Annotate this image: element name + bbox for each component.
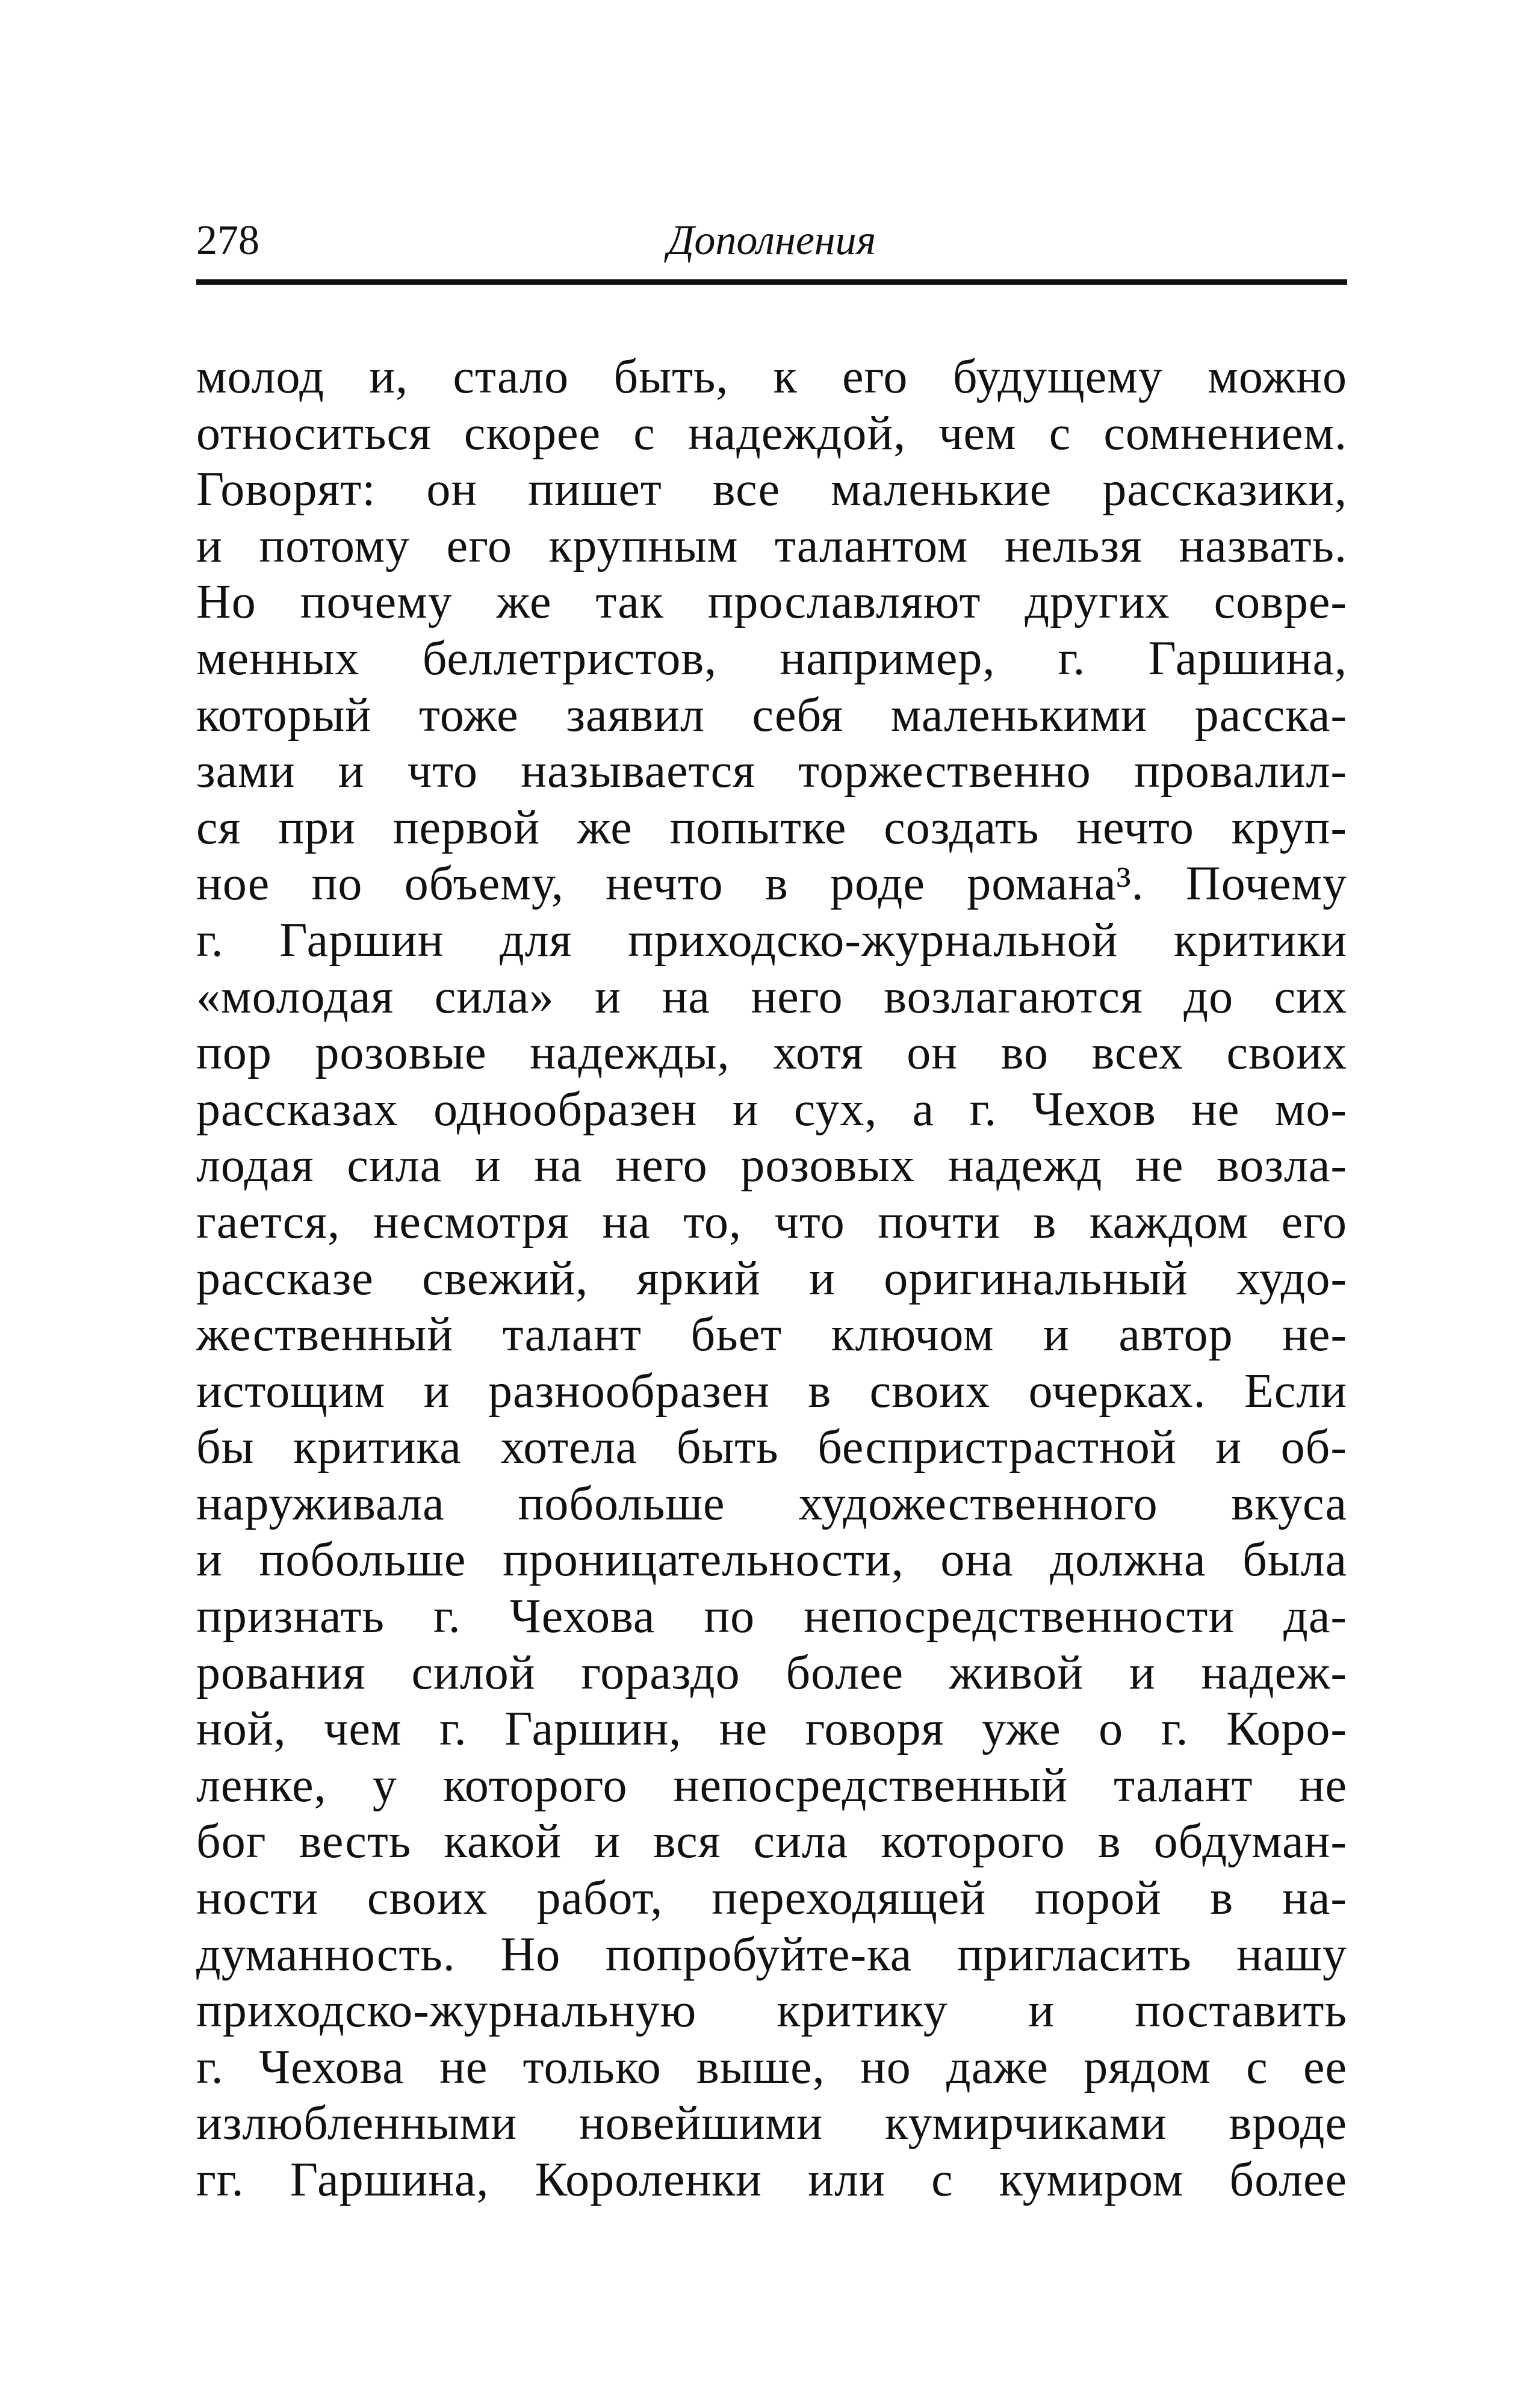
text-line: приходско-журнальную критику и поставить xyxy=(196,1984,1347,2038)
text-line: признать г. Чехова по непосредственности да- xyxy=(196,1590,1347,1643)
text-line: ное по объему, нечто в роде романа³. Почему xyxy=(196,857,1347,911)
text-line: и побольше проницательности, она должна была xyxy=(196,1533,1347,1587)
text-line: гается, несмотря на то, что почти в каждом его xyxy=(196,1195,1347,1249)
text-line: который тоже заявил себя маленькими расска- xyxy=(196,688,1347,742)
text-line: ности своих работ, переходящей порой в на- xyxy=(196,1872,1347,1925)
text-line: думанность. Но попробуйте-ка пригласить нашу xyxy=(196,1928,1347,1981)
text-line: ся при первой же попытке создать нечто круп- xyxy=(196,801,1347,854)
text-line: ной, чем г. Гаршин, не говоря уже о г. Коро- xyxy=(196,1702,1347,1756)
running-title: Дополнения xyxy=(667,217,876,264)
text-line: г. Чехова не только выше, но даже рядом с ее xyxy=(196,2040,1347,2094)
text-line: бог весть какой и вся сила которого в обдуман- xyxy=(196,1815,1347,1869)
text-line: гг. Гаршина, Короленки или с кумиром более xyxy=(196,2153,1347,2206)
header-rule xyxy=(196,279,1347,285)
text-line: рования силой гораздо более живой и надеж- xyxy=(196,1646,1347,1699)
text-line: менных беллетристов, например, г. Гаршина, xyxy=(196,631,1347,685)
text-line: относиться скорее с надеждой, чем с сомнением. xyxy=(196,406,1347,460)
text-line: молод и, стало быть, к его будущему можно xyxy=(196,350,1347,403)
text-line: наруживала побольше художественного вкуса xyxy=(196,1477,1347,1530)
text-line: «молодая сила» и на него возлагаются до сих xyxy=(196,970,1347,1023)
text-line: рассказах однообразен и сух, а г. Чехов не мо- xyxy=(196,1082,1347,1136)
text-line: зами и что называется торжественно провалил- xyxy=(196,745,1347,798)
text-line: и потому его крупным талантом нельзя назвать. xyxy=(196,519,1347,573)
text-line: Но почему же так прославляют других совре- xyxy=(196,576,1347,629)
text-line: излюбленными новейшими кумирчиками вроде xyxy=(196,2097,1347,2150)
body-text xyxy=(196,349,1347,2209)
text-line: ленке, у которого непосредственный талант не xyxy=(196,1758,1347,1812)
text-line: г. Гаршин для приходско-журнальной критики xyxy=(196,913,1347,967)
text-line: истощим и разнообразен в своих очерках. Если xyxy=(196,1364,1347,1418)
page-header xyxy=(196,217,1347,271)
text-line: лодая сила и на него розовых надежд не возла- xyxy=(196,1139,1347,1193)
text-line: бы критика хотела быть беспристрастной и об- xyxy=(196,1421,1347,1474)
text-line: Говорят: он пишет все маленькие рассказики, xyxy=(196,463,1347,517)
text-line: рассказе свежий, яркий и оригинальный худо- xyxy=(196,1252,1347,1305)
text-line: пор розовые надежды, хотя он во всех своих xyxy=(196,1026,1347,1080)
text-line: жественный талант бьет ключом и автор не- xyxy=(196,1308,1347,1362)
page-number: 278 xyxy=(196,217,259,264)
